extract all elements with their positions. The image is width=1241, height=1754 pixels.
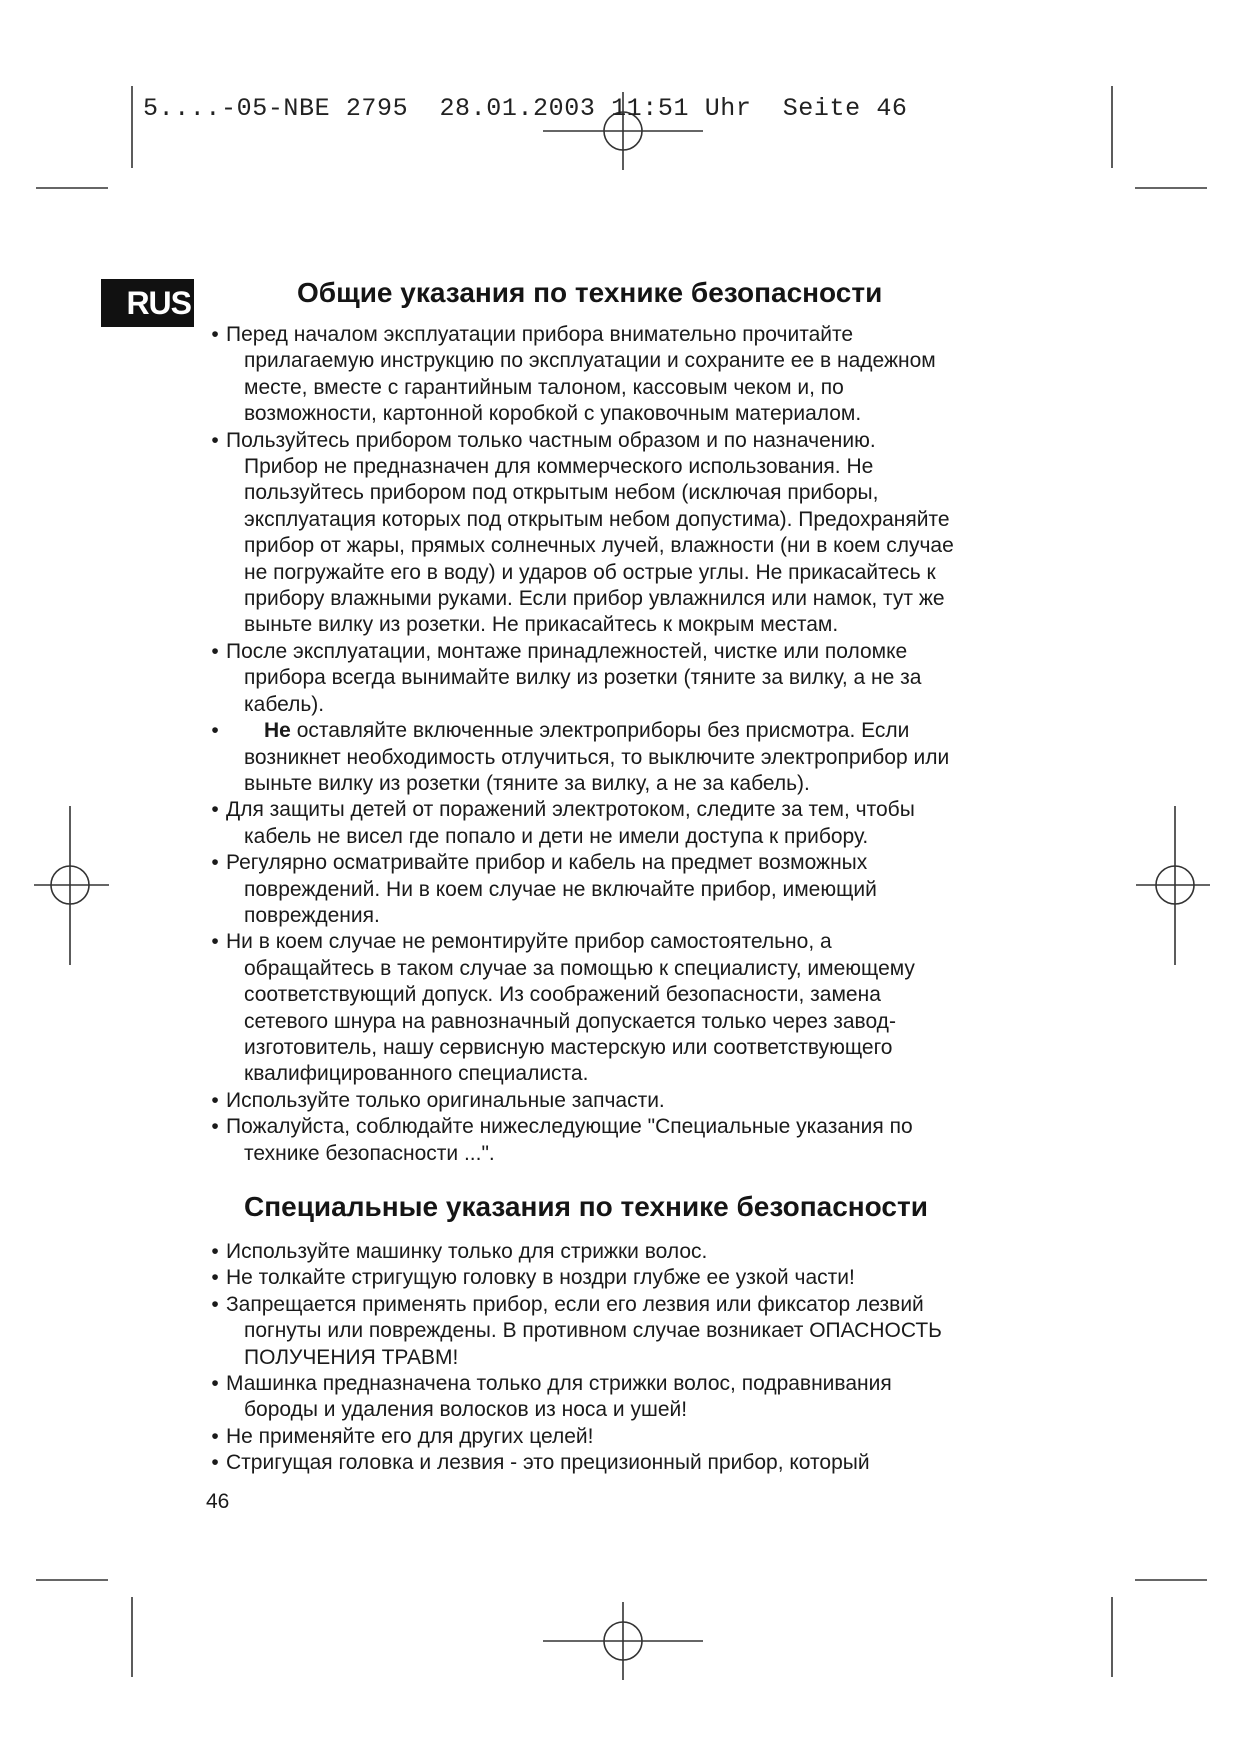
bullet-icon: •: [211, 851, 219, 875]
list-item-continuation: месте, вместе с гарантийным талоном, кассовым чеком и, по: [244, 375, 844, 399]
list-item-first-line: [264, 719, 909, 742]
list-item-first-line: [226, 798, 915, 821]
list-item-first-line: [226, 1451, 870, 1474]
list-item: [208, 639, 1038, 718]
list-item-continuation: обращайтесь в таком случае за помощью к специалисту, имеющему: [244, 956, 915, 980]
list-item-continuation: ПОЛУЧЕНИЯ ТРАВМ!: [244, 1345, 459, 1369]
list-item-text: Не толкайте стригущую головку в ноздри глубже ее узкой части!: [226, 1266, 855, 1290]
list-item-continuation: повреждения.: [244, 903, 380, 927]
list-item-first-line: [226, 1372, 892, 1395]
emphasis-word: Не: [264, 719, 291, 743]
list-item-text: Стригущая головка и лезвия - это прецизионный прибор, который: [226, 1451, 870, 1475]
list-item-continuation: технике безопасности ...".: [244, 1141, 495, 1165]
list-item-continuation: сетевого шнура на равнозначный допускается только через завод-: [244, 1009, 896, 1033]
list-item-text: После эксплуатации, монтаже принадлежностей, чистке или поломке: [226, 639, 908, 663]
list-item: [208, 1424, 1038, 1450]
list-item-continuation: Прибор не предназначен для коммерческого использования. Не: [244, 455, 874, 479]
registration-target-bottom: [543, 1602, 703, 1680]
list-item: [208, 929, 1038, 1087]
list-item: [208, 1265, 1038, 1291]
page-number: 46: [206, 1490, 230, 1513]
list-item: [208, 850, 1038, 929]
list-item-continuation: бороды и удаления волосков из носа и ушей!: [244, 1398, 688, 1422]
list-item-continuation: соответствующий допуск. Из соображений безопасности, замена: [244, 983, 881, 1007]
list-item-continuation: выньте вилку из розетки. Не прикасайтесь к мокрым местам.: [244, 613, 839, 637]
list-item-continuation: прибор от жары, прямых солнечных лучей, влажности (ни в коем случае: [244, 534, 954, 558]
list-item-first-line: [226, 640, 907, 663]
list-item-continuation: возможности, картонной коробкой с упаковочным материалом.: [244, 402, 862, 426]
list-item-text: Используйте только оригинальные запчасти.: [226, 1088, 665, 1112]
print-slug: 5....-05-NBE 2795 28.01.2003 11:51 Uhr Seite 46: [143, 94, 908, 123]
list-item-text: Пожалуйста, соблюдайте нижеследующие "Специальные указания по: [226, 1115, 913, 1139]
list-item: [208, 322, 1038, 428]
list-item-text: Регулярно осматривайте прибор и кабель на предмет возможных: [226, 851, 868, 875]
list-item-first-line: [226, 1266, 855, 1289]
list-item-first-line: [226, 429, 876, 452]
list-item: [208, 1292, 1038, 1371]
list-item: [208, 1371, 1038, 1424]
list-item-first-line: [226, 1293, 924, 1316]
bullet-icon: •: [211, 1292, 219, 1316]
list-item: [208, 1114, 1038, 1167]
bullet-icon: •: [211, 1088, 219, 1112]
list-item-continuation: прилагаемую инструкцию по эксплуатации и сохраните ее в надежном: [244, 349, 936, 373]
list-item-continuation: возникнет необходимость отлучиться, то выключите электроприбор или: [244, 745, 950, 769]
list-item-continuation: прибору влажными руками. Если прибор увлажнился или намок, тут же: [244, 587, 945, 611]
list-item-continuation: выньте вилку из розетки (тяните за вилку, а не за кабель).: [244, 771, 810, 795]
list-item: [208, 1239, 1038, 1265]
bullet-icon: •: [211, 428, 219, 452]
list-item: [208, 1088, 1038, 1114]
list-item-continuation: прибора всегда вынимайте вилку из розетки (тяните за вилку, а не за: [244, 666, 922, 690]
bullet-icon: •: [211, 323, 219, 346]
bullet-icon: •: [211, 1266, 219, 1290]
list-item-text: Для защиты детей от поражений электротоком, следите за тем, чтобы: [226, 798, 915, 822]
list-item-continuation: эксплуатация которых под открытым небом допустима). Предохраняйте: [244, 507, 950, 531]
list-item-text: Пользуйтесь прибором только частным образом и по назначению.: [226, 428, 876, 452]
list-item: [208, 1450, 1038, 1476]
bullet-icon: •: [211, 1240, 219, 1263]
list-item-first-line: [226, 851, 867, 874]
bullet-icon: •: [211, 1372, 219, 1396]
list-item: [208, 797, 1038, 850]
general-safety-list: [208, 322, 1038, 1167]
list-item-first-line: [226, 1115, 913, 1138]
list-item-text: оставляйте включенные электроприборы без присмотра. Если: [290, 719, 910, 743]
list-item-text: Машинка предназначена только для стрижки волос, подравнивания: [226, 1372, 892, 1396]
registration-target-left: [34, 806, 109, 965]
list-item-continuation: квалифицированного специалиста.: [244, 1062, 589, 1086]
list-item-continuation: кабель).: [244, 692, 325, 716]
list-item-text: Запрещается применять прибор, если его лезвия или фиксатор лезвий: [226, 1292, 924, 1316]
list-item-text: Используйте машинку только для стрижки волос.: [226, 1240, 708, 1263]
list-item-text: Перед началом эксплуатации прибора внимательно прочитайте: [226, 323, 854, 346]
list-item-first-line: [226, 323, 853, 346]
bullet-icon: •: [211, 1115, 219, 1139]
language-badge: RUS: [101, 279, 194, 327]
list-item-text: Ни в коем случае не ремонтируйте прибор самостоятельно, а: [226, 930, 832, 954]
bullet-icon: •: [211, 1424, 219, 1448]
bullet-icon: •: [211, 798, 219, 822]
list-item-first-line: [226, 1240, 707, 1263]
list-item-continuation: изготовитель, нашу сервисную мастерскую или соответствующего: [244, 1035, 893, 1059]
section-title-general-safety: Общие указания по технике безопасности: [297, 277, 883, 308]
list-item: [208, 428, 1038, 639]
list-item: [208, 718, 1038, 797]
list-item-first-line: [226, 1089, 665, 1112]
list-item-continuation: погнуты или повреждены. В противном случае возникает ОПАСНОСТЬ: [244, 1319, 942, 1343]
bullet-icon: •: [211, 639, 219, 663]
list-item-text: Не применяйте его для других целей!: [226, 1424, 594, 1448]
bullet-icon: •: [211, 930, 219, 954]
list-item-first-line: [226, 1425, 593, 1448]
registration-target-right: [1136, 806, 1210, 965]
list-item-continuation: не погружайте его в воду) и ударов об острые углы. Не прикасайтесь к: [244, 560, 936, 584]
section-title-special-safety: Специальные указания по технике безопасности: [244, 1191, 928, 1222]
list-item-continuation: кабель не висел где попало и дети не имели доступа к прибору.: [244, 824, 869, 848]
special-safety-list: [208, 1239, 1038, 1477]
bullet-icon: •: [211, 1451, 219, 1475]
list-item-continuation: повреждений. Ни в коем случае не включайте прибор, имеющий: [244, 877, 877, 901]
list-item-continuation: пользуйтесь прибором под открытым небом (исключая приборы,: [244, 481, 879, 505]
list-item-first-line: [226, 930, 832, 953]
bullet-icon: •: [211, 719, 219, 743]
